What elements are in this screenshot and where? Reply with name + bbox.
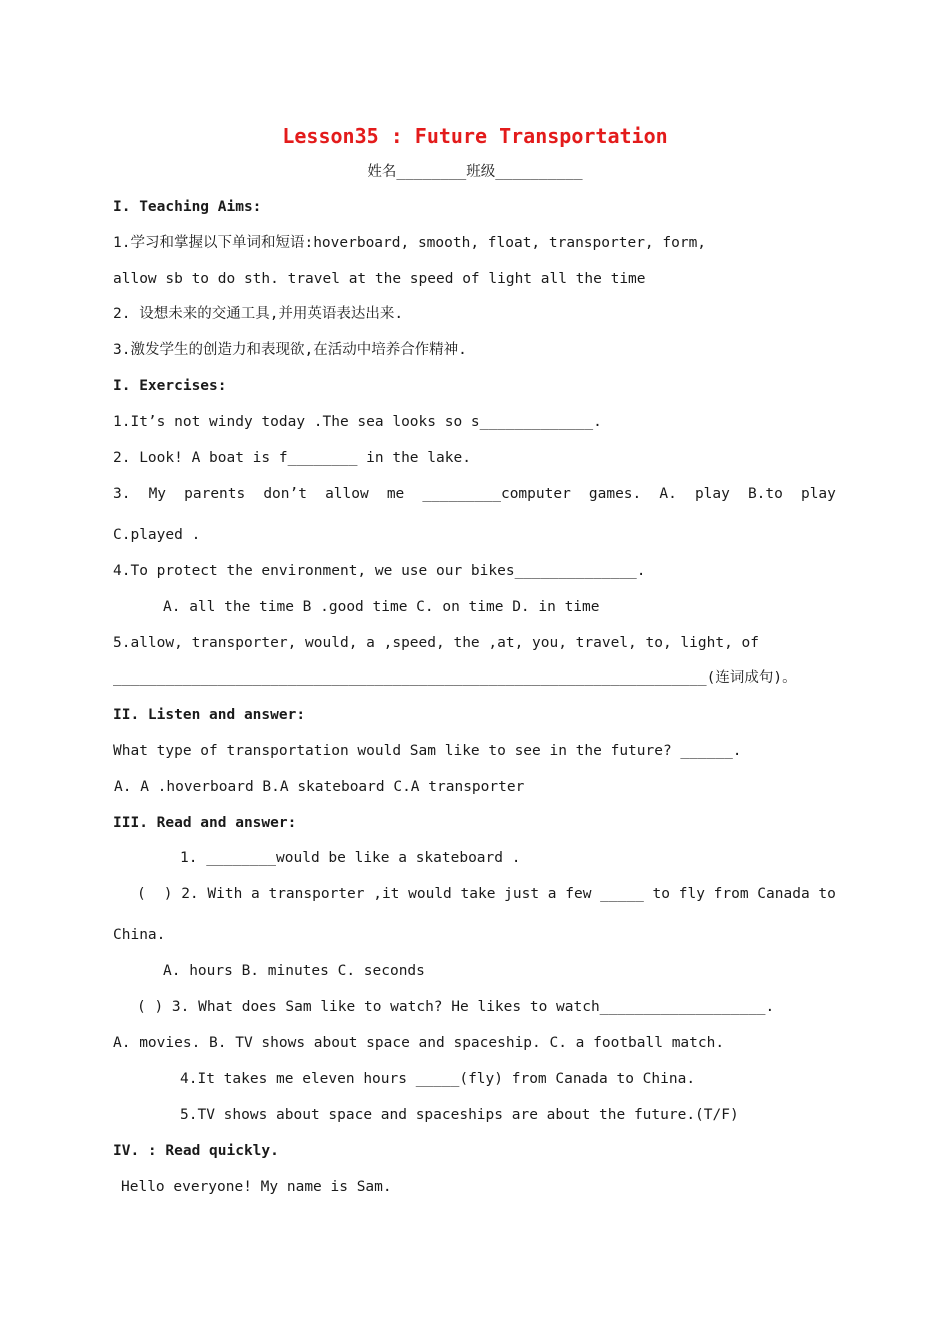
listen-options: A. A .hoverboard B.A skateboard C.A transporter — [114, 779, 525, 795]
read-answer-q2-line — [137, 884, 836, 904]
exercise-q5: 5.allow, transporter, would, a ,speed, the ,at, you, travel, to, light, of — [113, 635, 760, 651]
read-quickly-text: Hello everyone! My name is Sam. — [121, 1179, 392, 1195]
q3-word: My — [148, 486, 167, 502]
read-answer-q3-options: A. movies. B. TV shows about space and spaceship. C. a football match. — [113, 1035, 725, 1051]
q2-word: few — [565, 886, 592, 902]
name-class-line: 姓名________班级__________ — [367, 164, 583, 180]
q3-word: allow — [325, 486, 369, 502]
read-answer-q4: 4.It takes me eleven hours _____(fly) from Canada to China. — [180, 1071, 696, 1087]
q3-word: me — [386, 486, 405, 502]
exercise-q4-options: A. all the time B .good time C. on time D. in time — [163, 599, 600, 615]
q3-word: A. — [659, 486, 677, 502]
exercises-heading: I. Exercises: — [113, 378, 227, 394]
exercise-q5-answer-line: ____________________________________________________________________(连词成句)。 — [113, 670, 797, 686]
q2-word: Canada — [757, 886, 810, 902]
exercise-q4: 4.To protect the environment, we use our bikes______________. — [113, 563, 646, 579]
q2-word: a — [547, 886, 557, 902]
q3-word: play — [800, 486, 836, 502]
read-answer-q2-continued: China. — [113, 927, 166, 943]
page-title: Lesson35 : Future Transportation — [282, 124, 668, 148]
q2-paren — [137, 884, 172, 904]
q2-word: just — [504, 886, 540, 902]
q2-word: would — [408, 886, 452, 902]
teaching-aims-heading: I. Teaching Aims: — [113, 199, 262, 215]
exercise-q2: 2. Look! A boat is f________ in the lake. — [113, 450, 471, 466]
q2-word: fly — [678, 886, 705, 902]
q2-word: ,it — [373, 886, 400, 902]
q2-word: 2. — [181, 886, 199, 902]
exercise-q3-line — [113, 484, 836, 504]
listen-question: What type of transportation would Sam like to see in the future? ______. — [113, 743, 742, 759]
read-answer-q1: 1. ________would be like a skateboard . — [180, 850, 521, 866]
q2-word: a — [251, 886, 260, 902]
exercise-q1: 1.It’s not windy today .The sea looks so s_____________. — [113, 414, 602, 430]
read-answer-heading: III. Read and answer: — [113, 815, 297, 831]
listen-heading: II. Listen and answer: — [113, 707, 306, 723]
q3-word: _________computer — [422, 486, 571, 502]
q3-word: 3. — [113, 486, 131, 502]
teaching-aim-2: 2. 设想未来的交通工具,并用英语表达出来. — [113, 306, 404, 322]
q2-word: transporter — [268, 886, 365, 902]
exercise-q3-option-c: C.played . — [113, 527, 201, 543]
q3-word: parents — [184, 486, 246, 502]
q2-word: take — [460, 886, 496, 902]
q3-word: games. — [588, 486, 642, 502]
q3-word: don’t — [263, 486, 307, 502]
read-answer-q2-options: A. hours B. minutes C. seconds — [163, 963, 425, 979]
q3-word: play — [694, 486, 730, 502]
q2-word: from — [713, 886, 749, 902]
read-quickly-heading: IV. : Read quickly. — [113, 1143, 279, 1159]
q3-word: B.to — [747, 486, 783, 502]
read-answer-q3: ( ) 3. What does Sam like to watch? He likes to watch___________________. — [137, 999, 775, 1015]
teaching-aim-3: 3.激发学生的创造力和表现欲,在活动中培养合作精神. — [113, 342, 467, 358]
teaching-aim-1a: 1.学习和掌握以下单词和短语:hoverboard, smooth, float, transporter, form, — [113, 235, 707, 251]
q2-word: ) — [163, 886, 173, 902]
teaching-aim-1b: allow sb to do sth. travel at the speed of light all the time — [113, 271, 646, 287]
q2-word: to — [818, 886, 836, 902]
q2-word: With — [207, 886, 243, 902]
q2-word: to — [652, 886, 671, 902]
read-answer-q5: 5.TV shows about space and spaceships are about the future.(T/F) — [180, 1107, 739, 1123]
q2-word: _____ — [600, 886, 644, 902]
q2-word: ( — [137, 886, 146, 902]
